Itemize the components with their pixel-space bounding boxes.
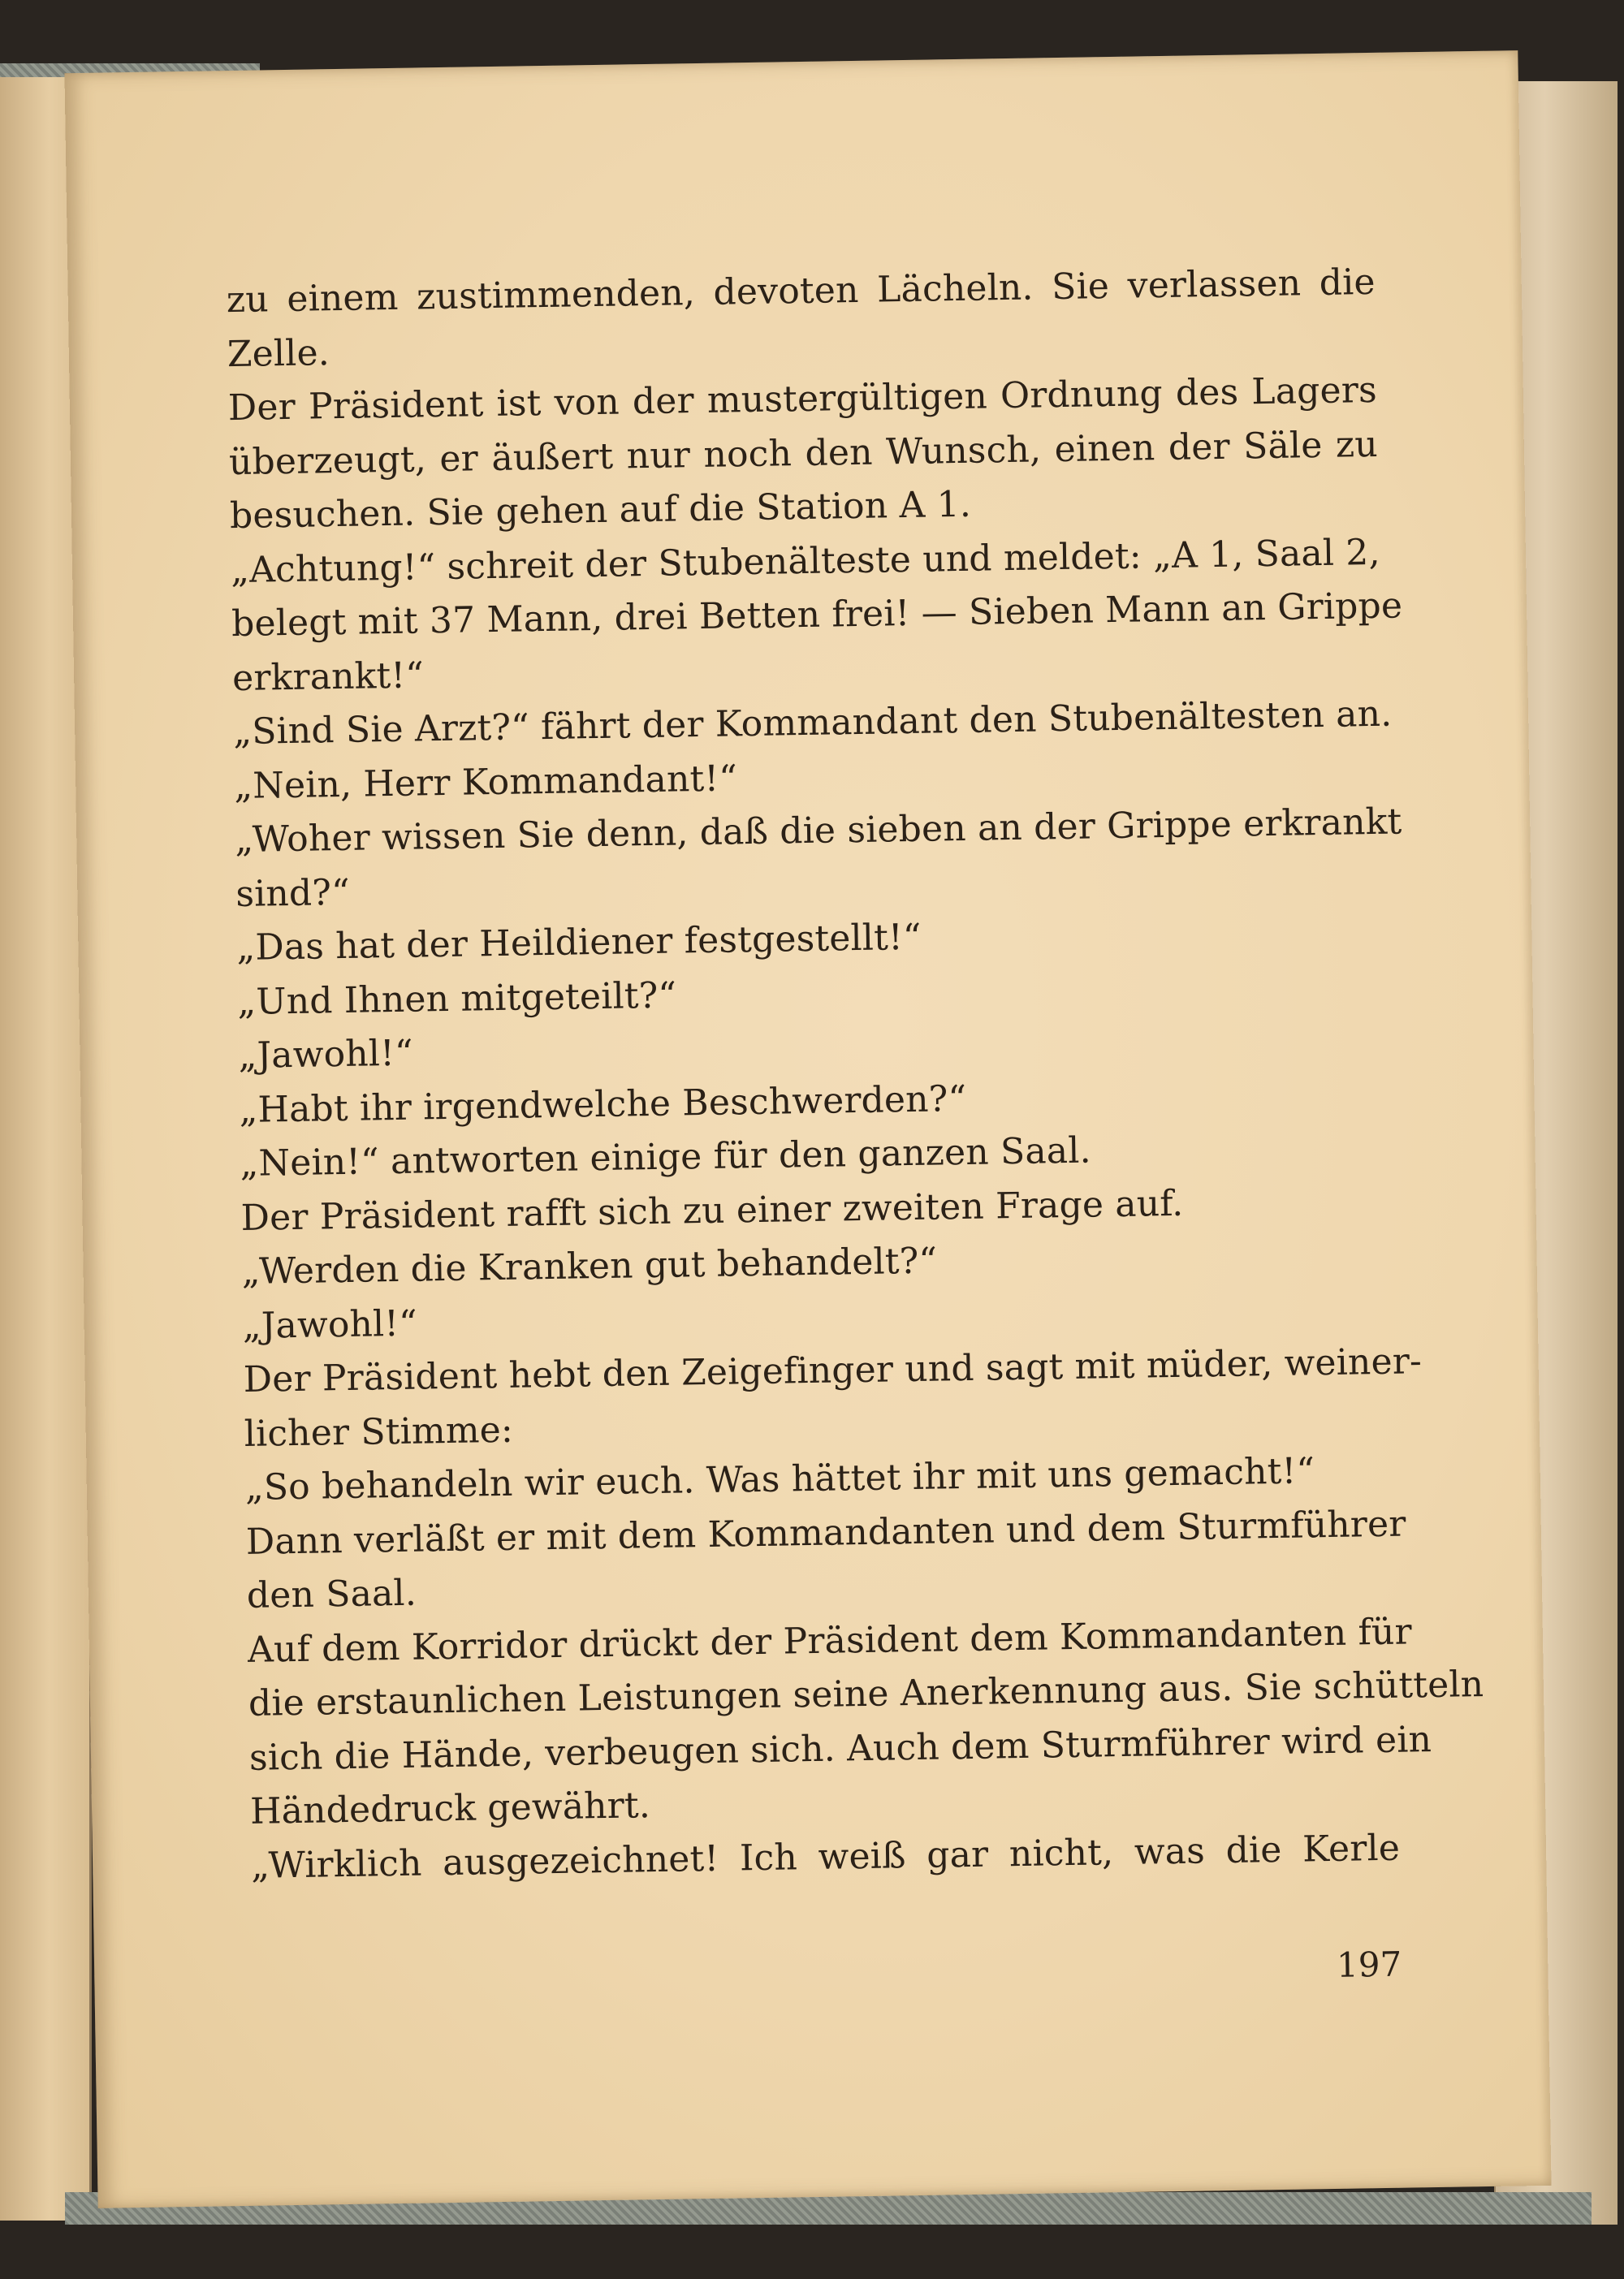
text-line: „Das hat der Heildiener festgestellt!“	[236, 916, 922, 969]
text-line: die erstaunlichen Leistungen seine Anerkennung aus. Sie schütteln	[248, 1664, 1484, 1724]
text-line: überzeugt, er äußert nur noch den Wunsch, einen der Säle zu	[228, 423, 1379, 483]
text-line: licher Stimme:	[244, 1409, 514, 1455]
text-line: „Wirklich ausgezeichnet! Ich weiß gar nicht, was die Kerle	[250, 1827, 1401, 1887]
text-line: sind?“	[235, 871, 351, 915]
text-line: erkrankt!“	[231, 654, 425, 699]
text-line: „Und Ihnen mitgeteilt?“	[237, 974, 677, 1023]
text-line: „Nein!“ antworten einige für den ganzen Saal.	[240, 1129, 1092, 1185]
text-line: Der Präsident rafft sich zu einer zweiten Frage auf.	[240, 1182, 1184, 1239]
text-line: Händedruck gewährt.	[249, 1785, 651, 1832]
text-line: „Nein, Herr Kommandant!“	[233, 757, 738, 807]
text-line: „So behandeln wir euch. Was hättet ihr mit uns gemacht!“	[244, 1450, 1315, 1509]
text-line: besuchen. Sie gehen auf die Station A 1.	[229, 483, 972, 537]
text-line: „Sind Sie Arzt?“ fährt der Kommandant den Stubenältesten an.	[232, 693, 1393, 753]
text-line: „Woher wissen Sie denn, daß die sieben an der Grippe erkrankt	[234, 801, 1402, 861]
text-line: „Achtung!“ schreit der Stubenälteste und meldet: „A 1, Saal 2,	[230, 531, 1381, 591]
text-line: den Saal.	[246, 1572, 417, 1616]
text-line: „Werden die Kranken gut behandelt?“	[241, 1240, 938, 1293]
text-line: zu einem zustimmenden, devoten Lächeln. Sie verlassen die	[226, 261, 1376, 322]
text-line: Zelle.	[227, 331, 330, 375]
page-text	[226, 256, 1484, 1893]
text-line: „Habt ihr irgendwelche Beschwerden?“	[239, 1077, 967, 1131]
text-line: „Jawohl!“	[242, 1302, 418, 1347]
book-page	[64, 50, 1551, 2208]
text-line: Dann verläßt er mit dem Kommandanten und dem Sturmführer	[245, 1502, 1406, 1563]
text-line: Auf dem Korridor drückt der Präsident dem Kommandanten für	[247, 1610, 1413, 1671]
text-line: belegt mit 37 Mann, drei Betten frei! — Sieben Mann an Grippe	[231, 585, 1403, 645]
text-line: „Jawohl!“	[238, 1032, 414, 1077]
text-line: Der Präsident ist von der mustergültigen Ordnung des Lagers	[227, 369, 1378, 429]
text-line: sich die Hände, verbeugen sich. Auch dem Sturmführer wird ein	[248, 1718, 1432, 1779]
page-number: 197	[1336, 1944, 1402, 1985]
text-line: Der Präsident hebt den Zeigefinger und sagt mit müder, weiner-	[243, 1340, 1423, 1401]
